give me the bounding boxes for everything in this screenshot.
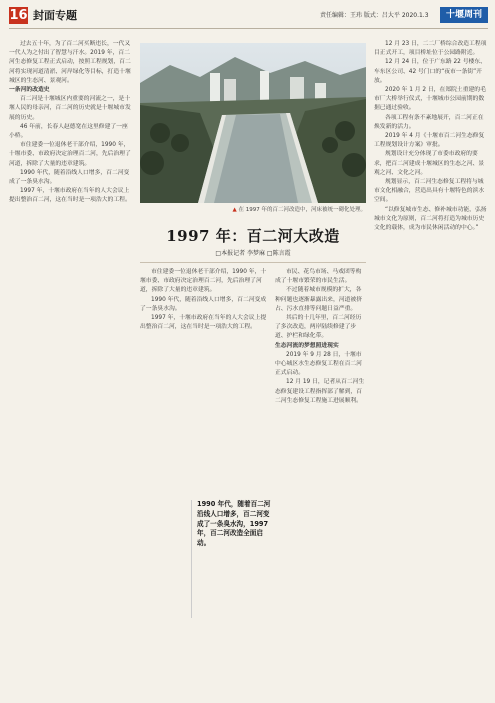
masthead-logo: 十堰周刊: [440, 7, 488, 23]
body-paragraph: 规划设计充分体现了市委市政府的要求，把百二河建成十堰城区的生态之河、景观之河、文化之河。: [374, 151, 485, 176]
body-paragraph: 1990 年代，随着沿线人口增多，百二河变成了一条臭水沟。: [140, 296, 267, 312]
photo-caption: [140, 205, 366, 213]
page-header: [0, 0, 495, 28]
column-left: [9, 40, 132, 695]
column-center-left: [140, 268, 268, 496]
body-paragraph: 规划显示，百二河生态修复工程将与城市文化相融合，营造出具有十堰特色的滨水空间。: [374, 179, 485, 204]
caption-marker-icon: ▲: [232, 207, 237, 213]
page-number: 16: [9, 8, 28, 23]
article-headline: 1997 年：百二河大改造: [166, 227, 340, 245]
body-paragraph: 1997 年，十堰市政府在当年的人大会议上提出整治百二河，这在当时是一项浩大的工程。: [140, 315, 267, 331]
body-paragraph: 2019 年 9 月 28 日，十堰市中心城区水生态修复工程在百二河正式启动。: [275, 351, 362, 377]
editor-meta: 责任编辑：王玮 版式：吕大平 2020.1.3: [320, 12, 429, 19]
body-paragraph: 不过随着城市规模的扩大，各种问题也逐渐暴露出来，河道被挤占、污水直排等问题日益严重。: [275, 287, 362, 312]
caption-text: 在 1997 年的百二河改造中，河床被统一砌化处理。: [238, 207, 366, 213]
body-paragraph: 12 月 23 日，二二厂桥综合改造工程项目正式开工，项目桥址位于公园路附近。: [374, 41, 487, 57]
body-paragraph: 其后的十几年里，百二河经历了多次改造，两岸陆续修建了步道、护栏和绿化带。: [275, 315, 362, 340]
body-paragraph: 1990 年代，随着沿线人口增多，百二河变成了一条臭水沟。: [9, 169, 130, 186]
column-right: [374, 40, 488, 695]
body-paragraph: “以修复城市生态、修补城市功能，弘扬城市文化为原则，百二河将打造为城市历史文化的载体，成为市民休闲活动的中心。”: [374, 206, 487, 232]
article-byline: □本报记者 李梦麻 □陈言霞: [215, 250, 291, 257]
body-paragraph: 12 月 24 日，位于广东路 22 号楼东、车东区公司、42 号门口的“夜市一条街”开放。: [374, 59, 486, 84]
section-title: 封面专题: [33, 9, 77, 22]
body-paragraph: 2020 年 1 月 2 日，在郑院土重建的毛市厂大桥举行仪式，十堰城市公园前期的数据已通过验收。: [374, 87, 486, 112]
body-paragraph: 市民、花鸟市场、马戏团等构成了十堰市繁荣的市民生活。: [275, 269, 362, 285]
river-photo: [140, 43, 366, 203]
body-paragraph: 百二河是十堰城区内重要的河流之一，是十堰人民的母亲河，百二河的历史就是十堰城市发展的历史。: [9, 96, 131, 121]
body-paragraph: 46 年前，长春人赵德宽在这里修建了一座小桥。: [9, 123, 128, 140]
intro-paragraph: 过去五十年，为了百二河买断违长，一代又一代人为之付出了智慧与汗水。2019 年，百二河生态修复工程正式启动，按照工程规划，百二河将实现河道清淤、河岸绿化等目标，打造十堰城区的生态河、景观河。: [9, 41, 131, 84]
header-rule: [9, 28, 488, 29]
body-paragraph: 市住建委一位退休老干部介绍，1990 年，十堰市委、市政府决定治理百二河，先后治理了河道，拆除了大量的违章建筑。: [9, 142, 131, 167]
body-paragraph: 市住建委一位退休老干部介绍，1990 年，十堰市委、市政府决定治理百二河，先后治理了河道，拆除了大量的违章建筑。: [140, 269, 267, 294]
body-paragraph: 各项工程有条不紊地展开，百二河正在焕发新的活力。: [374, 114, 484, 130]
subheading-history: 一条河的改造史: [9, 87, 50, 94]
body-paragraph: 2019 年 4 月《十堰市百二河生态修复工程规划设计方案》审批。: [374, 133, 485, 149]
headline-divider: [140, 262, 366, 263]
body-paragraph: 1997 年，十堰市政府在当年的人大会议上提出整治百二河，这在当时是一项浩大的工程。: [9, 188, 131, 204]
pull-quote: 1990 年代，随着百二河沿线人口增多，百二河变成了一条臭水沟，1997 年，百二河改造全面启动。: [191, 500, 275, 618]
subheading-dream: 生态河流的梦想照进现实: [275, 342, 339, 349]
body-paragraph: 12 月 19 日，记者从百二河生态修复建设工程指挥部了解到，百二河生态修复工程施工进展顺利。: [275, 379, 365, 404]
column-center: [275, 268, 367, 696]
